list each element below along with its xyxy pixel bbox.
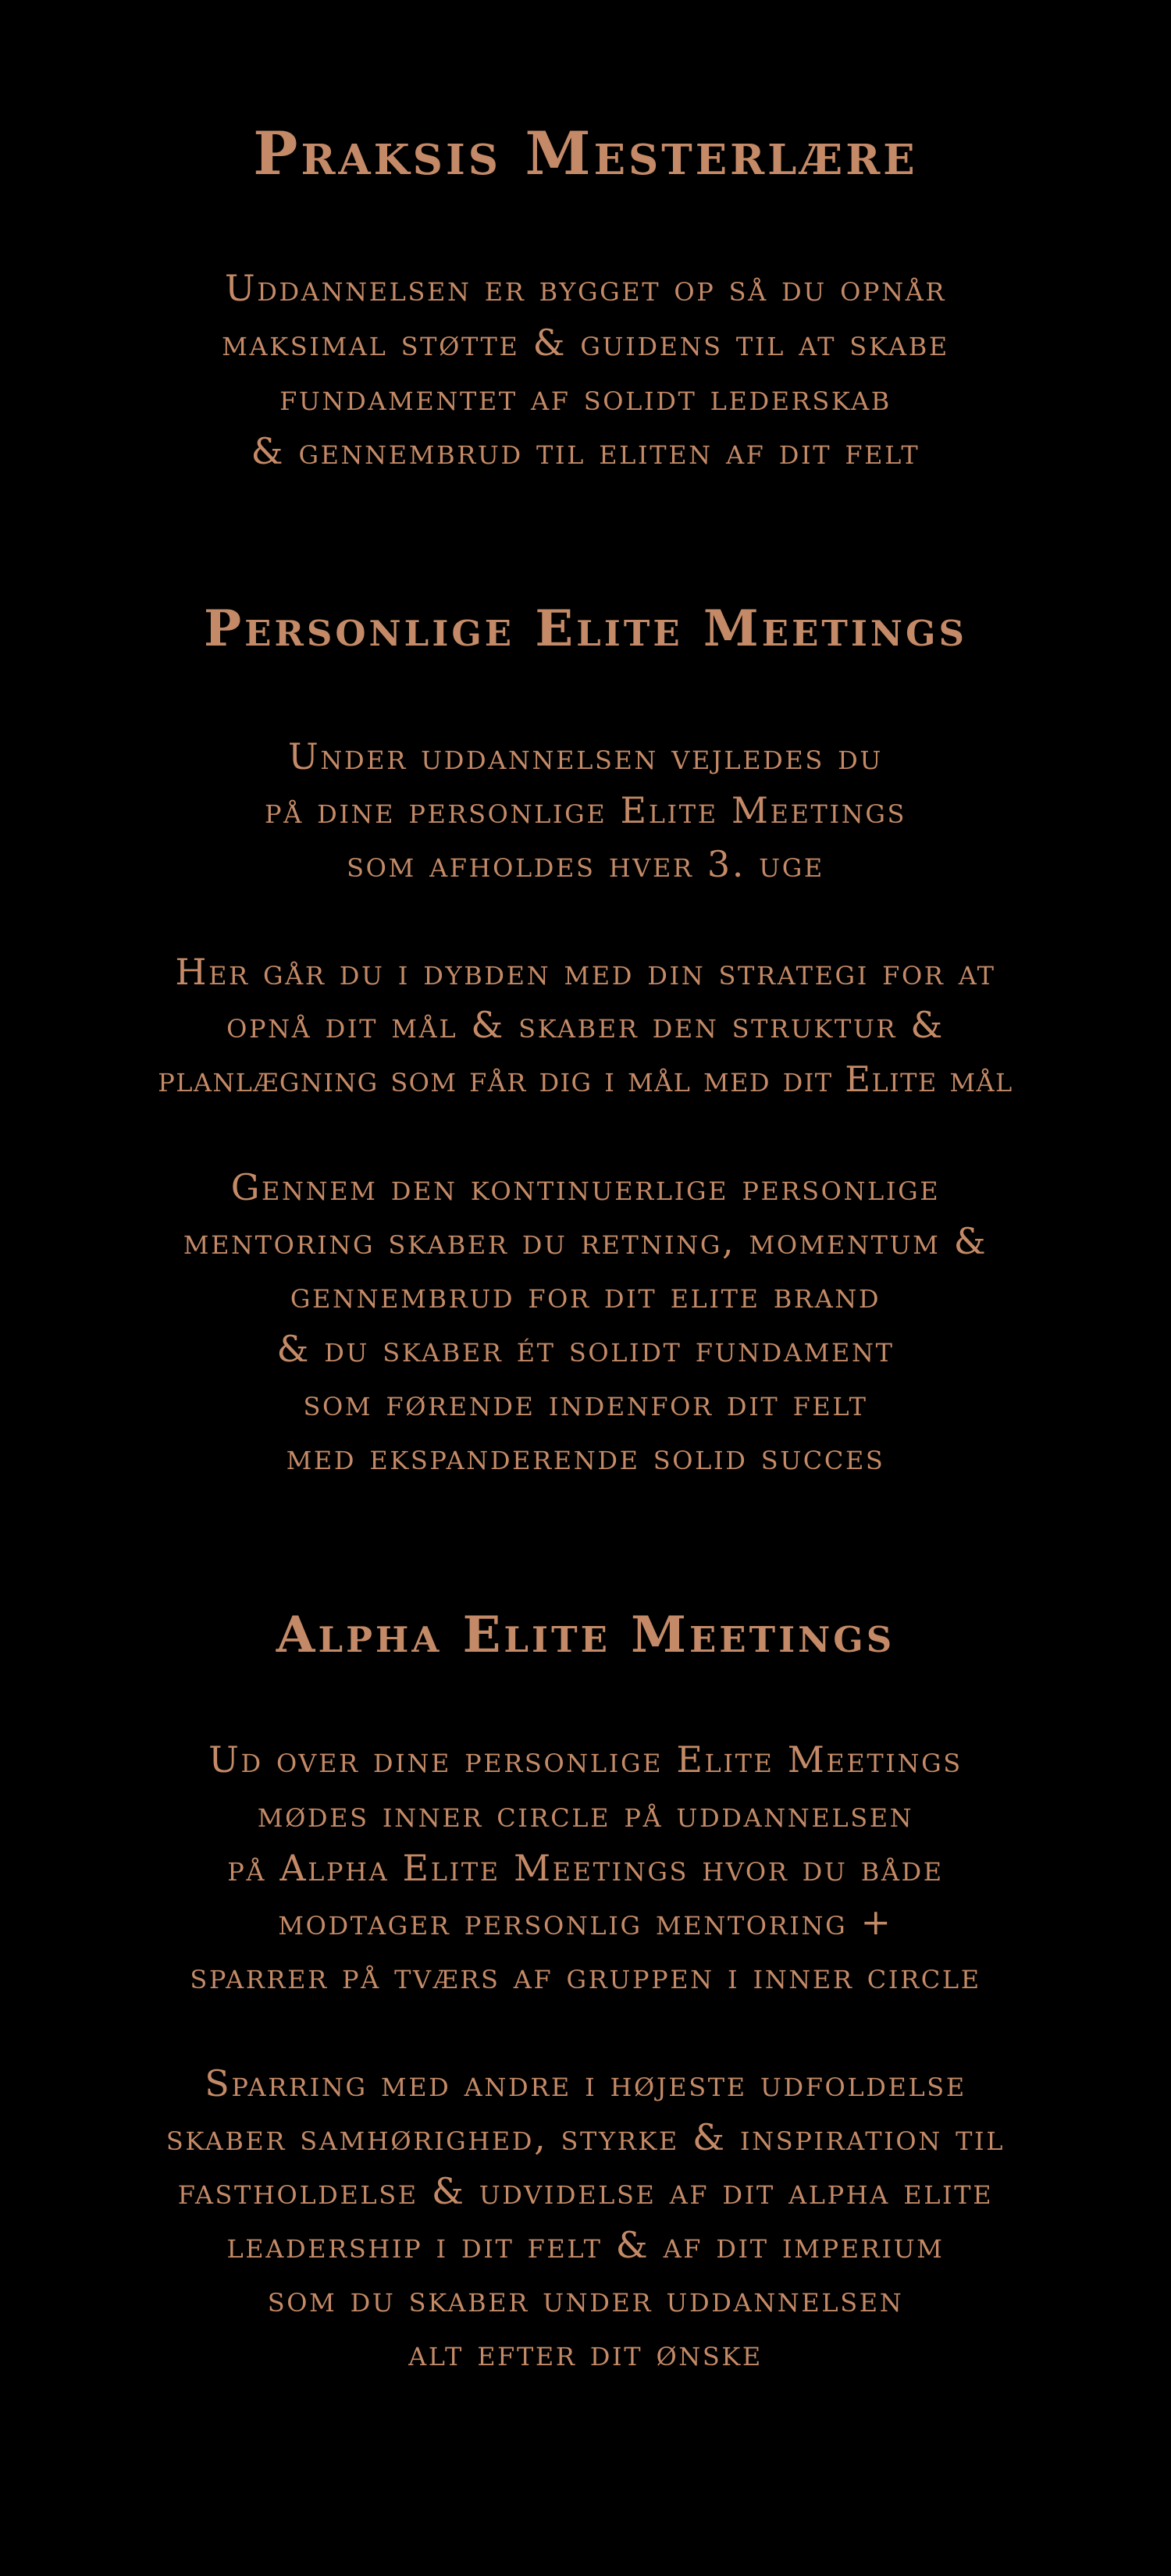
section-2-paragraph-1-line-2: på dine personlige Elite Meetings bbox=[265, 789, 906, 831]
section-3-paragraph-2-line-5: som du skaber under uddannelsen bbox=[267, 2278, 904, 2320]
section-heading-alpha-elite-meetings: Alpha Elite Meetings bbox=[276, 1606, 895, 1664]
section-1-paragraph-1-line-1: Uddannelsen er bygget op så du opnår bbox=[224, 267, 947, 309]
section-2-paragraph-2-line-2: opnå dit mål & skaber den struktur & bbox=[226, 1004, 945, 1046]
section-2-paragraph-3-line-1: Gennem den kontinuerlige personlige bbox=[230, 1166, 941, 1208]
section-1-paragraph-1-line-2: maksimal støtte & guidens til at skabe bbox=[222, 322, 949, 364]
section-2-paragraph-3-line-5: som førende indenfor dit felt bbox=[303, 1382, 868, 1424]
section-3-paragraph-1-line-1: Ud over dine personlige Elite Meetings bbox=[208, 1738, 963, 1781]
section-3-paragraph-2-line-2: skaber samhørighed, styrke & inspiration til bbox=[166, 2116, 1005, 2158]
section-2-paragraph-1-line-3: som afholdes hver 3. uge bbox=[347, 843, 824, 885]
section-3-paragraph-1-line-2: mødes inner circle på uddannelsen bbox=[257, 1793, 914, 1835]
section-2-paragraph-2-line-3: planlægning som får dig i mål med dit Elite mål bbox=[158, 1059, 1013, 1100]
section-3-paragraph-2-line-6: alt efter dit ønske bbox=[408, 2332, 763, 2374]
section-2-paragraph-3-line-3: gennembrud for dit elite brand bbox=[290, 1274, 881, 1316]
section-3-paragraph-1-line-3: på Alpha Elite Meetings hvor du både bbox=[227, 1847, 944, 1889]
section-1-paragraph-1-line-3: fundamentet af solidt lederskab bbox=[279, 376, 892, 418]
section-3-paragraph-1-line-4: modtager personlig mentoring + bbox=[278, 1901, 893, 1943]
section-3-paragraph-2-line-3: fastholdelse & udvidelse af dit alpha elite bbox=[177, 2170, 994, 2212]
section-1-paragraph-1-line-4: & gennembrud til eliten af dit felt bbox=[251, 430, 920, 472]
section-2-paragraph-1-line-1: Under uddannelsen vejledes du bbox=[288, 735, 883, 777]
section-2-paragraph-2-line-1: Her går du i dybden med din strategi for at bbox=[175, 951, 996, 993]
section-2-paragraph-3-line-6: med ekspanderende solid succes bbox=[286, 1436, 885, 1478]
section-heading-personlige-elite-meetings: Personlige Elite Meetings bbox=[204, 600, 967, 658]
section-2-paragraph-3-line-4: & du skaber ét solidt fundament bbox=[276, 1328, 895, 1370]
section-3-paragraph-1-line-5: sparrer på tværs af gruppen i inner circle bbox=[190, 1955, 981, 1997]
section-3-paragraph-2-line-1: Sparring med andre i højeste udfoldelse bbox=[205, 2062, 966, 2105]
section-2-paragraph-3-line-2: mentoring skaber du retning, momentum & bbox=[183, 1220, 988, 1262]
section-heading-praksis-mesterlaere: Praksis Mesterlære bbox=[253, 119, 918, 188]
section-3-paragraph-2-line-4: leadership i dit felt & af dit imperium bbox=[226, 2224, 945, 2266]
